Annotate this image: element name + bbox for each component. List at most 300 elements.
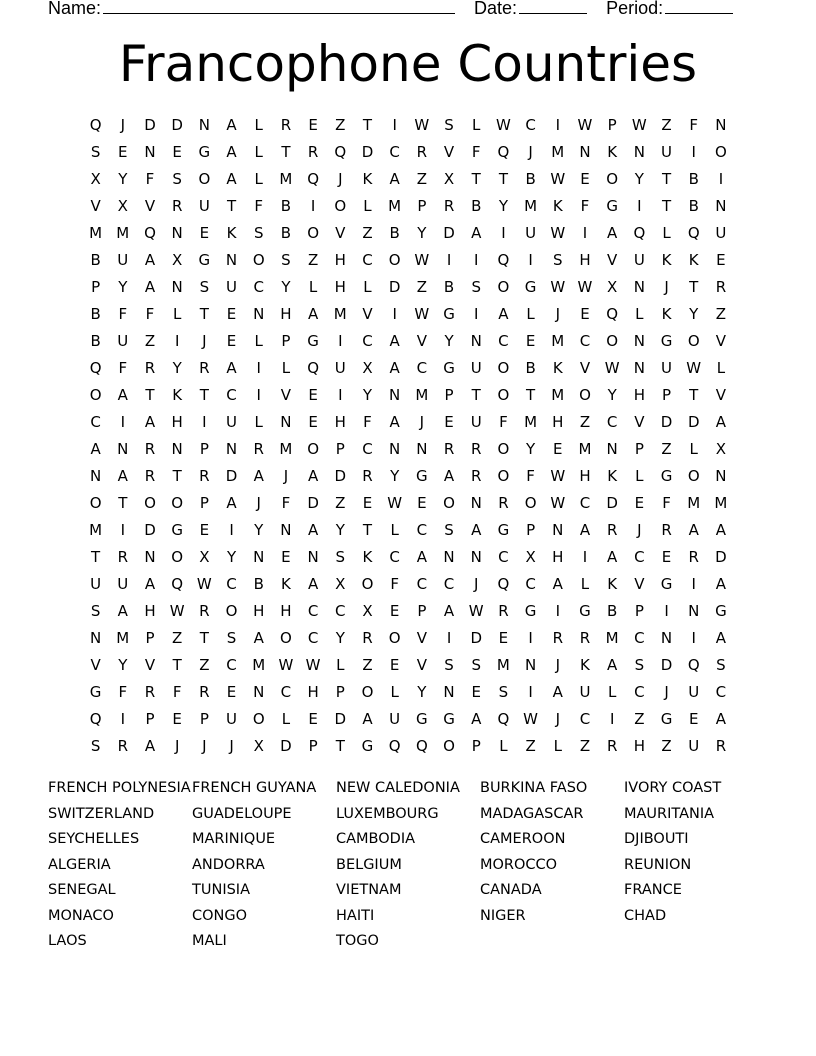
grid-letter[interactable]: U: [90, 575, 102, 593]
grid-letter[interactable]: F: [118, 683, 128, 701]
grid-letter[interactable]: Z: [579, 413, 591, 431]
grid-letter[interactable]: A: [471, 224, 482, 242]
grid-letter[interactable]: V: [280, 386, 292, 404]
grid-letter[interactable]: Q: [388, 737, 401, 755]
grid-letter[interactable]: Y: [634, 170, 644, 188]
grid-letter[interactable]: I: [392, 305, 397, 323]
grid-letter[interactable]: N: [715, 116, 727, 134]
grid-letter[interactable]: N: [225, 440, 238, 458]
grid-letter[interactable]: W: [550, 170, 566, 188]
grid-letter[interactable]: P: [526, 521, 536, 539]
grid-letter[interactable]: Q: [89, 116, 102, 134]
grid-letter[interactable]: Z: [199, 656, 210, 674]
grid-letter[interactable]: R: [253, 440, 264, 458]
grid-letter[interactable]: Q: [89, 710, 102, 728]
grid-letter[interactable]: A: [362, 710, 373, 728]
grid-letter[interactable]: V: [634, 575, 645, 593]
grid-letter[interactable]: L: [281, 359, 291, 377]
grid-letter[interactable]: E: [308, 710, 318, 728]
grid-letter[interactable]: L: [716, 359, 726, 377]
grid-letter[interactable]: N: [253, 548, 265, 566]
grid-letter[interactable]: E: [226, 305, 237, 323]
grid-letter[interactable]: X: [253, 737, 264, 755]
grid-letter[interactable]: O: [497, 386, 510, 404]
grid-letter[interactable]: N: [660, 629, 673, 647]
grid-letter[interactable]: E: [172, 710, 182, 728]
grid-letter[interactable]: N: [253, 305, 265, 323]
grid-letter[interactable]: P: [335, 440, 345, 458]
grid-letter[interactable]: Z: [416, 278, 427, 296]
grid-letter[interactable]: M: [687, 494, 701, 512]
grid-letter[interactable]: C: [525, 116, 536, 134]
grid-letter[interactable]: F: [689, 116, 699, 134]
grid-letter[interactable]: A: [226, 494, 237, 512]
grid-letter[interactable]: Q: [606, 305, 619, 323]
grid-letter[interactable]: T: [471, 386, 481, 404]
grid-letter[interactable]: A: [253, 467, 264, 485]
grid-letter[interactable]: N: [225, 251, 238, 269]
grid-letter[interactable]: D: [361, 143, 374, 161]
grid-letter[interactable]: Y: [118, 656, 128, 674]
grid-letter[interactable]: G: [361, 737, 374, 755]
grid-letter[interactable]: J: [120, 116, 125, 134]
grid-letter[interactable]: R: [498, 494, 509, 512]
grid-letter[interactable]: R: [715, 278, 727, 296]
grid-letter[interactable]: X: [715, 440, 727, 458]
grid-letter[interactable]: L: [635, 467, 644, 485]
grid-letter[interactable]: S: [471, 278, 481, 296]
grid-letter[interactable]: J: [474, 575, 479, 593]
grid-letter[interactable]: N: [389, 440, 401, 458]
grid-letter[interactable]: C: [280, 683, 292, 701]
grid-letter[interactable]: F: [526, 467, 535, 485]
grid-letter[interactable]: O: [443, 737, 455, 755]
grid-letter[interactable]: N: [253, 683, 265, 701]
grid-letter[interactable]: N: [606, 440, 618, 458]
grid-letter[interactable]: G: [89, 683, 102, 701]
grid-letter[interactable]: B: [688, 197, 699, 215]
grid-letter[interactable]: E: [199, 224, 210, 242]
grid-letter[interactable]: J: [202, 737, 207, 755]
grid-letter[interactable]: R: [498, 602, 509, 620]
grid-letter[interactable]: S: [90, 143, 101, 161]
grid-letter[interactable]: U: [633, 251, 645, 269]
grid-letter[interactable]: R: [715, 737, 727, 755]
grid-letter[interactable]: J: [419, 413, 425, 431]
grid-letter[interactable]: V: [443, 143, 455, 161]
grid-letter[interactable]: B: [389, 224, 400, 242]
grid-letter[interactable]: R: [443, 440, 455, 458]
grid-letter[interactable]: P: [417, 602, 427, 620]
grid-letter[interactable]: N: [633, 278, 645, 296]
grid-letter[interactable]: C: [606, 413, 618, 431]
grid-letter[interactable]: N: [144, 143, 156, 161]
grid-letter[interactable]: D: [334, 467, 347, 485]
grid-letter[interactable]: U: [226, 278, 238, 296]
grid-letter[interactable]: Q: [687, 224, 700, 242]
grid-letter[interactable]: W: [169, 602, 185, 620]
grid-letter[interactable]: W: [550, 467, 566, 485]
grid-letter[interactable]: C: [416, 575, 428, 593]
grid-letter[interactable]: H: [334, 278, 346, 296]
grid-letter[interactable]: H: [307, 683, 319, 701]
grid-letter[interactable]: U: [226, 710, 238, 728]
grid-letter[interactable]: A: [389, 413, 400, 431]
grid-letter[interactable]: C: [498, 332, 509, 350]
grid-letter[interactable]: G: [497, 521, 510, 539]
grid-letter[interactable]: W: [686, 359, 702, 377]
grid-letter[interactable]: S: [281, 251, 291, 269]
grid-letter[interactable]: S: [498, 683, 509, 701]
grid-letter[interactable]: N: [171, 278, 183, 296]
grid-letter[interactable]: O: [361, 683, 374, 701]
grid-letter[interactable]: M: [415, 386, 429, 404]
grid-letter[interactable]: X: [362, 602, 373, 620]
grid-letter[interactable]: P: [199, 440, 209, 458]
grid-letter[interactable]: N: [633, 332, 645, 350]
grid-letter[interactable]: H: [633, 737, 645, 755]
grid-letter[interactable]: C: [579, 710, 591, 728]
grid-letter[interactable]: Z: [634, 710, 645, 728]
grid-letter[interactable]: A: [253, 629, 264, 647]
grid-letter[interactable]: A: [226, 359, 237, 377]
grid-letter[interactable]: P: [199, 494, 209, 512]
grid-letter[interactable]: C: [307, 602, 319, 620]
grid-letter[interactable]: O: [524, 494, 537, 512]
grid-letter[interactable]: L: [635, 305, 644, 323]
grid-letter[interactable]: O: [687, 467, 700, 485]
grid-letter[interactable]: N: [579, 143, 591, 161]
grid-letter[interactable]: I: [691, 629, 696, 647]
grid-letter[interactable]: W: [414, 251, 430, 269]
grid-letter[interactable]: T: [498, 170, 508, 188]
grid-letter[interactable]: M: [279, 440, 293, 458]
date-blank[interactable]: [519, 0, 587, 14]
grid-letter[interactable]: U: [117, 251, 129, 269]
grid-letter[interactable]: Y: [607, 386, 617, 404]
grid-letter[interactable]: E: [226, 683, 237, 701]
grid-letter[interactable]: R: [606, 521, 618, 539]
grid-letter[interactable]: I: [582, 548, 588, 566]
grid-letter[interactable]: P: [662, 386, 672, 404]
grid-letter[interactable]: E: [389, 656, 400, 674]
grid-letter[interactable]: P: [634, 440, 644, 458]
grid-letter[interactable]: G: [579, 602, 591, 620]
grid-letter[interactable]: I: [474, 305, 479, 323]
grid-letter[interactable]: A: [715, 413, 727, 431]
grid-letter[interactable]: K: [280, 575, 291, 593]
grid-letter[interactable]: G: [660, 575, 673, 593]
grid-letter[interactable]: E: [308, 413, 318, 431]
grid-letter[interactable]: C: [307, 629, 319, 647]
grid-letter[interactable]: A: [715, 710, 727, 728]
grid-letter[interactable]: S: [444, 116, 454, 134]
grid-letter[interactable]: U: [334, 359, 346, 377]
grid-letter[interactable]: C: [362, 440, 373, 458]
grid-letter[interactable]: O: [497, 359, 510, 377]
grid-letter[interactable]: E: [634, 494, 645, 512]
grid-letter[interactable]: Q: [307, 359, 319, 377]
grid-letter[interactable]: F: [118, 305, 128, 323]
grid-letter[interactable]: F: [172, 683, 182, 701]
grid-letter[interactable]: O: [687, 332, 700, 350]
grid-letter[interactable]: P: [308, 737, 318, 755]
grid-letter[interactable]: T: [199, 305, 209, 323]
grid-letter[interactable]: H: [280, 602, 292, 620]
grid-letter[interactable]: Z: [307, 251, 319, 269]
grid-letter[interactable]: O: [198, 170, 211, 188]
grid-letter[interactable]: O: [334, 197, 347, 215]
grid-letter[interactable]: P: [634, 602, 644, 620]
grid-letter[interactable]: W: [196, 575, 212, 593]
grid-letter[interactable]: T: [362, 116, 373, 134]
grid-letter[interactable]: W: [414, 116, 430, 134]
grid-letter[interactable]: W: [278, 656, 294, 674]
grid-letter[interactable]: Q: [415, 737, 428, 755]
grid-letter[interactable]: N: [280, 521, 292, 539]
grid-letter[interactable]: Z: [362, 224, 373, 242]
grid-letter[interactable]: I: [528, 629, 533, 647]
grid-letter[interactable]: A: [144, 737, 156, 755]
grid-letter[interactable]: K: [607, 575, 618, 593]
grid-letter[interactable]: Y: [444, 332, 454, 350]
grid-letter[interactable]: C: [226, 575, 237, 593]
grid-letter[interactable]: S: [335, 548, 346, 566]
grid-letter[interactable]: J: [664, 278, 669, 296]
grid-letter[interactable]: M: [578, 440, 592, 458]
grid-letter[interactable]: Q: [497, 710, 510, 728]
grid-letter[interactable]: N: [688, 602, 700, 620]
grid-letter[interactable]: W: [550, 278, 566, 296]
grid-letter[interactable]: I: [120, 710, 125, 728]
grid-letter[interactable]: U: [715, 224, 727, 242]
grid-letter[interactable]: T: [91, 548, 101, 566]
grid-letter[interactable]: T: [172, 467, 182, 485]
grid-letter[interactable]: K: [362, 548, 373, 566]
grid-letter[interactable]: B: [525, 170, 536, 188]
grid-letter[interactable]: A: [715, 629, 727, 647]
grid-letter[interactable]: A: [607, 224, 618, 242]
grid-letter[interactable]: H: [171, 413, 183, 431]
grid-letter[interactable]: C: [362, 251, 373, 269]
grid-letter[interactable]: K: [607, 143, 618, 161]
grid-letter[interactable]: F: [145, 305, 155, 323]
grid-letter[interactable]: R: [661, 521, 672, 539]
grid-letter[interactable]: N: [633, 143, 645, 161]
grid-letter[interactable]: Z: [661, 440, 672, 458]
grid-letter[interactable]: L: [526, 305, 535, 323]
grid-letter[interactable]: R: [579, 629, 591, 647]
grid-letter[interactable]: A: [416, 548, 427, 566]
grid-letter[interactable]: Z: [525, 737, 536, 755]
grid-letter[interactable]: S: [90, 602, 101, 620]
grid-letter[interactable]: G: [524, 602, 537, 620]
grid-letter[interactable]: K: [661, 305, 672, 323]
grid-letter[interactable]: E: [498, 629, 509, 647]
grid-letter[interactable]: B: [90, 251, 101, 269]
grid-letter[interactable]: W: [550, 224, 566, 242]
grid-letter[interactable]: M: [89, 224, 103, 242]
grid-letter[interactable]: S: [226, 629, 237, 647]
grid-letter[interactable]: I: [310, 197, 316, 215]
grid-letter[interactable]: L: [662, 224, 671, 242]
grid-letter[interactable]: U: [389, 710, 401, 728]
grid-letter[interactable]: C: [443, 575, 455, 593]
grid-letter[interactable]: H: [633, 386, 645, 404]
grid-letter[interactable]: T: [281, 143, 291, 161]
grid-letter[interactable]: U: [470, 359, 482, 377]
grid-letter[interactable]: I: [555, 602, 560, 620]
grid-letter[interactable]: R: [199, 359, 210, 377]
grid-letter[interactable]: A: [117, 386, 128, 404]
grid-letter[interactable]: N: [524, 656, 537, 674]
grid-letter[interactable]: N: [89, 629, 102, 647]
grid-letter[interactable]: A: [471, 521, 482, 539]
grid-letter[interactable]: U: [525, 224, 537, 242]
grid-letter[interactable]: R: [606, 737, 618, 755]
grid-letter[interactable]: L: [172, 305, 182, 323]
grid-letter[interactable]: N: [171, 440, 183, 458]
grid-letter[interactable]: H: [253, 602, 265, 620]
grid-letter[interactable]: O: [144, 494, 156, 512]
grid-letter[interactable]: J: [338, 170, 343, 188]
grid-letter[interactable]: F: [281, 494, 291, 512]
grid-letter[interactable]: V: [90, 197, 101, 215]
grid-letter[interactable]: G: [660, 710, 673, 728]
grid-letter[interactable]: V: [607, 251, 618, 269]
grid-letter[interactable]: H: [579, 251, 591, 269]
grid-letter[interactable]: R: [199, 467, 210, 485]
grid-letter[interactable]: C: [389, 548, 400, 566]
grid-letter[interactable]: I: [202, 413, 207, 431]
grid-letter[interactable]: O: [307, 224, 319, 242]
grid-letter[interactable]: X: [117, 197, 128, 215]
grid-letter[interactable]: L: [472, 116, 481, 134]
grid-letter[interactable]: S: [471, 656, 481, 674]
grid-letter[interactable]: D: [687, 413, 700, 431]
grid-letter[interactable]: T: [689, 278, 699, 296]
grid-letter[interactable]: A: [552, 683, 563, 701]
grid-letter[interactable]: P: [145, 710, 155, 728]
grid-letter[interactable]: S: [172, 170, 182, 188]
grid-letter[interactable]: S: [716, 656, 726, 674]
grid-letter[interactable]: T: [226, 197, 237, 215]
grid-letter[interactable]: Q: [334, 143, 347, 161]
grid-letter[interactable]: M: [496, 656, 510, 674]
grid-letter[interactable]: O: [225, 602, 238, 620]
grid-letter[interactable]: G: [198, 251, 211, 269]
grid-letter[interactable]: A: [389, 170, 400, 188]
grid-letter[interactable]: U: [226, 413, 238, 431]
grid-letter[interactable]: Y: [335, 521, 345, 539]
grid-letter[interactable]: D: [388, 278, 401, 296]
grid-letter[interactable]: W: [523, 710, 539, 728]
grid-letter[interactable]: R: [552, 629, 563, 647]
grid-letter[interactable]: E: [281, 548, 291, 566]
grid-letter[interactable]: R: [171, 197, 183, 215]
grid-letter[interactable]: I: [120, 413, 125, 431]
grid-letter[interactable]: B: [253, 575, 264, 593]
grid-letter[interactable]: I: [120, 521, 125, 539]
grid-letter[interactable]: T: [335, 737, 345, 755]
grid-letter[interactable]: J: [555, 305, 560, 323]
grid-letter[interactable]: M: [551, 332, 565, 350]
grid-letter[interactable]: A: [443, 602, 455, 620]
grid-letter[interactable]: D: [280, 737, 292, 755]
grid-letter[interactable]: C: [389, 143, 400, 161]
grid-letter[interactable]: K: [552, 359, 563, 377]
grid-letter[interactable]: O: [361, 575, 374, 593]
grid-letter[interactable]: O: [89, 386, 102, 404]
grid-letter[interactable]: I: [718, 170, 724, 188]
grid-letter[interactable]: U: [688, 683, 700, 701]
grid-letter[interactable]: R: [362, 629, 373, 647]
grid-letter[interactable]: S: [634, 656, 645, 674]
grid-letter[interactable]: L: [308, 278, 318, 296]
grid-letter[interactable]: N: [389, 386, 401, 404]
grid-letter[interactable]: B: [443, 278, 455, 296]
grid-letter[interactable]: O: [606, 332, 619, 350]
grid-letter[interactable]: Z: [416, 170, 427, 188]
grid-letter[interactable]: I: [501, 224, 506, 242]
grid-letter[interactable]: W: [305, 656, 321, 674]
grid-letter[interactable]: C: [416, 359, 428, 377]
grid-letter[interactable]: U: [198, 197, 210, 215]
grid-letter[interactable]: C: [634, 683, 645, 701]
grid-letter[interactable]: F: [390, 575, 399, 593]
grid-letter[interactable]: E: [308, 386, 318, 404]
grid-letter[interactable]: L: [254, 413, 263, 431]
grid-letter[interactable]: V: [634, 413, 645, 431]
grid-letter[interactable]: N: [198, 116, 210, 134]
grid-letter[interactable]: W: [604, 359, 620, 377]
period-blank[interactable]: [665, 0, 733, 14]
grid-letter[interactable]: A: [688, 521, 699, 539]
grid-letter[interactable]: D: [307, 494, 319, 512]
grid-letter[interactable]: Z: [661, 737, 672, 755]
grid-letter[interactable]: N: [416, 440, 428, 458]
grid-letter[interactable]: A: [117, 467, 128, 485]
grid-letter[interactable]: X: [335, 575, 346, 593]
grid-letter[interactable]: U: [579, 683, 591, 701]
grid-letter[interactable]: D: [470, 629, 482, 647]
grid-letter[interactable]: Y: [498, 197, 508, 215]
grid-letter[interactable]: N: [307, 548, 319, 566]
grid-letter[interactable]: P: [145, 629, 155, 647]
grid-letter[interactable]: E: [389, 602, 400, 620]
grid-letter[interactable]: R: [471, 467, 482, 485]
grid-letter[interactable]: N: [470, 494, 482, 512]
grid-letter[interactable]: A: [117, 602, 128, 620]
grid-letter[interactable]: B: [471, 197, 482, 215]
grid-letter[interactable]: A: [552, 575, 563, 593]
grid-letter[interactable]: W: [495, 116, 511, 134]
grid-letter[interactable]: Q: [633, 224, 646, 242]
grid-letter[interactable]: T: [172, 656, 182, 674]
grid-letter[interactable]: I: [256, 386, 261, 404]
grid-letter[interactable]: A: [443, 467, 455, 485]
grid-letter[interactable]: N: [89, 467, 102, 485]
grid-letter[interactable]: L: [689, 440, 698, 458]
grid-letter[interactable]: C: [226, 656, 237, 674]
grid-letter[interactable]: D: [660, 656, 673, 674]
grid-letter[interactable]: I: [474, 251, 479, 269]
name-blank[interactable]: [103, 0, 455, 14]
grid-letter[interactable]: R: [144, 440, 156, 458]
grid-letter[interactable]: N: [470, 332, 482, 350]
grid-letter[interactable]: G: [198, 143, 211, 161]
grid-letter[interactable]: M: [333, 305, 347, 323]
